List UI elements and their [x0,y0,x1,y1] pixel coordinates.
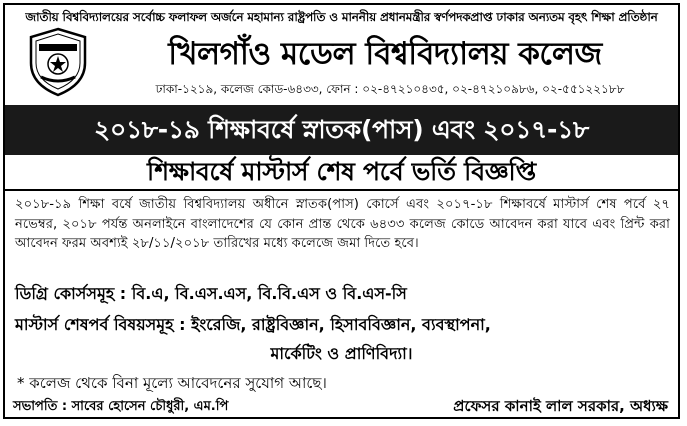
headline-subtitle: শিক্ষাবর্ষে মাস্টার্স শেষ পর্বে ভর্তি বিজ্ঞপ্তি [5,155,678,191]
college-address: ঢাকা-১২১৯, কলেজ কোড-৬৪৩৩, ফোন : ০২-৪৭২১০৪৩৫, ০২-৪৭২১০৯৮৬, ০২-৫৫১২২১৮৮ [155,82,625,96]
headline-banner: ২০১৮-১৯ শিক্ষাবর্ষে স্নাতক(পাস) এবং ২০১৭-১৮ [5,105,678,155]
college-name: খিলগাঁও মডেল বিশ্ববিদ্যালয় কলেজ [168,36,602,72]
degree-courses: ডিগ্রি কোর্সসমূহ : বি.এ, বি.এস.এস, বি.বি.এস ও বি.এস-সি [15,284,407,303]
principal-signature-text: প্রফেসর কানাই লাল সরকার, অধ্যক্ষ [453,397,668,415]
notice-frame [3,3,680,419]
free-application-note: * কলেজ থেকে বিনা মূল্যে আবেদনের সুযোগ আছে। [17,374,327,392]
institution-tagline: জাতীয় বিশ্ববিদ্যালয়ের সর্বোচ্চ ফলাফল অর্জনে মহামান্য রাষ্ট্রপতি ও মাননীয় প্রধানমন্ত্রীর স্বর্ণপদকপ্রাপ্ত ঢাকার অন্যতম বৃহৎ শিক্ষা প্রতিষ্ঠান [25,10,658,24]
masters-subjects-line1: মাস্টার্স শেষপর্ব বিষয়সমূহ : ইংরেজি, রাষ্ট্রবিজ্ঞান, হিসাববিজ্ঞান, ব্যবস্থাপনা, [15,315,491,334]
chairman-signature-text: সভাপতি : সাবের হোসেন চৌধুরী, এম.পি [13,399,229,414]
masters-subjects-line2: মার্কেটিং ও প্রাণিবিদ্যা। [270,344,413,363]
admission-paragraph: ২০১৮-১৯ শিক্ষা বর্ষে জাতীয় বিশ্ববিদ্যালয় অধীনে স্নাতক(পাস) কোর্সে এবং ২০১৭-১৮ শিক্ষাবর্ষে মাস্টার্স শেষ পর্বে ২৭ নভেম্বর, ২০১৮ পর্যন্ত অনলাইনে বাংলাদেশের যে কোন প্রান্ত থেকে ৬৪৩৩ কলেজ কোডে আবেদন করা যাবে এবং প্রিন্ট করা আবেদন ফরম অবশ্যই ২৮/১১/২০১৮ তারিখের মধ্যে কলেজে জমা দিতে হবে। [15,197,670,251]
college-crest-icon [27,27,89,97]
